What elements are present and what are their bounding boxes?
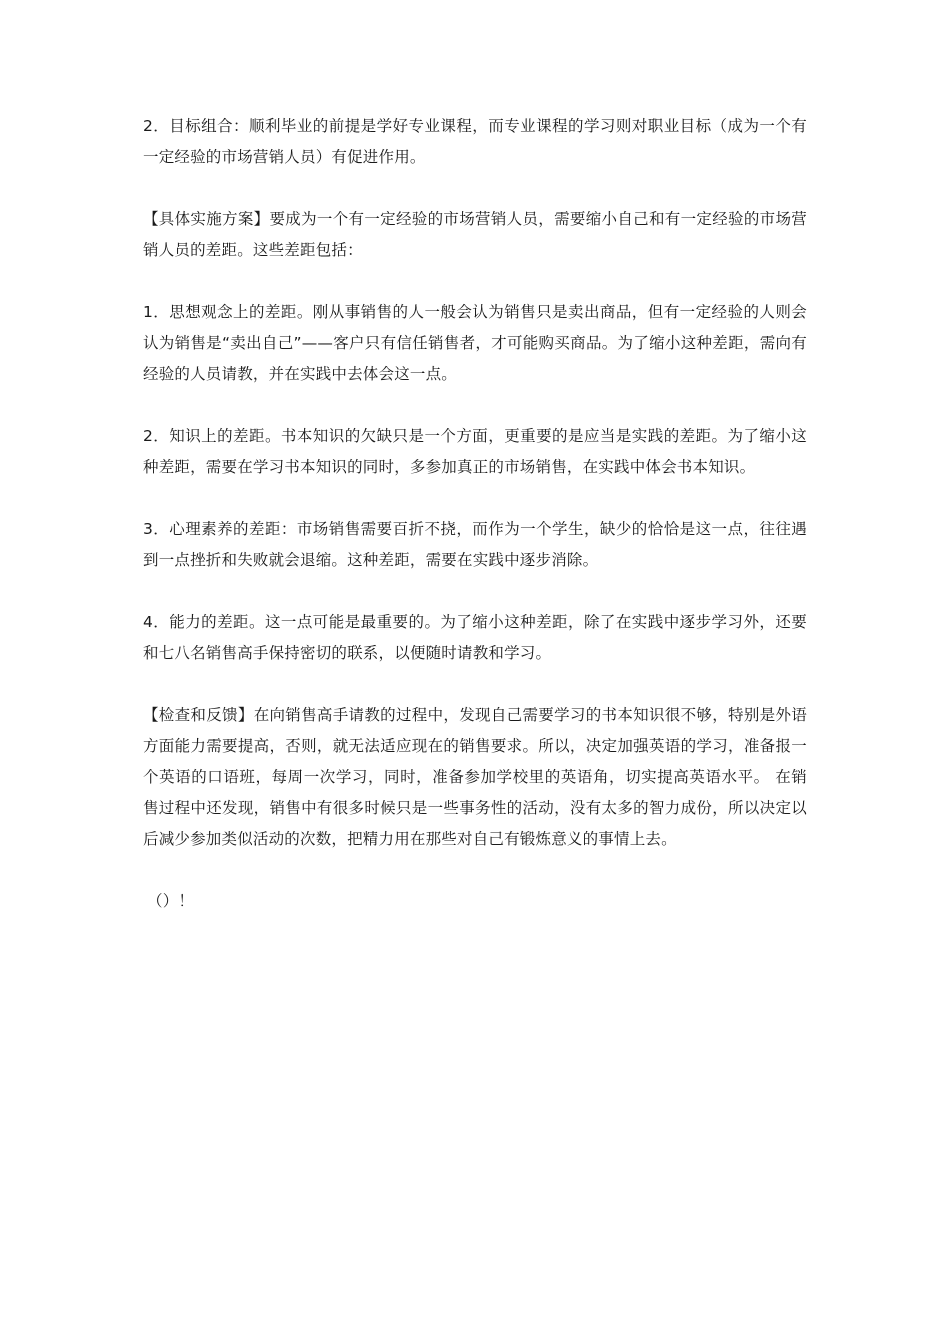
- paragraph-check-feedback: [143, 700, 807, 855]
- paragraph-text: 在向销售高手请教的过程中，发现自己需要学习的书本知识很不够，特别是外语方面能力需要提高，否则，就无法适应现在的销售要求。所以，决定加强英语的学习，准备报一个英语的口语班，每周一次学习，同时，准备参加学校里的英语角，切实提高英语水平。 在销售过程中还发现，销售中有很多时候只是一些事务性的活动，没有太多的智力成份，所以决定以后减少参加类似活动的次数，把精力用在那些对自己有锻炼意义的事情上去。: [143, 706, 807, 848]
- paragraph-text: 3．心理素养的差距：市场销售需要百折不挠，而作为一个学生，缺少的恰恰是这一点，往往遇到一点挫折和失败就会退缩。这种差距，需要在实践中逐步消除。: [143, 520, 807, 569]
- paragraph-gap-1: [143, 297, 807, 390]
- paragraph-implementation-plan: [143, 204, 807, 266]
- paragraph-gap-4: [143, 607, 807, 669]
- paragraph-text: 2．知识上的差距。书本知识的欠缺只是一个方面，更重要的是应当是实践的差距。为了缩小这种差距，需要在学习书本知识的同时，多参加真正的市场销售，在实践中体会书本知识。: [143, 427, 807, 476]
- section-heading-implementation: 【具体实施方案】: [143, 210, 270, 228]
- paragraph-text: 要成为一个有一定经验的市场营销人员，需要缩小自己和有一定经验的市场营销人员的差距。这些差距包括：: [143, 210, 807, 259]
- document-tail-mark: （）！: [147, 892, 195, 910]
- paragraph-gap-2: [143, 421, 807, 483]
- paragraph-gap-3: [143, 514, 807, 576]
- document-body: [143, 111, 807, 917]
- paragraph-text: 4．能力的差距。这一点可能是最重要的。为了缩小这种差距，除了在实践中逐步学习外，还要和七八名销售高手保持密切的联系，以便随时请教和学习。: [143, 613, 807, 662]
- paragraph-goal-combination: [143, 111, 807, 173]
- section-heading-feedback: 【检查和反馈】: [143, 706, 254, 724]
- paragraph-text: 2．目标组合：顺利毕业的前提是学好专业课程，而专业课程的学习则对职业目标（成为一个有一定经验的市场营销人员）有促进作用。: [143, 117, 807, 166]
- paragraph-text: 1．思想观念上的差距。刚从事销售的人一般会认为销售只是卖出商品，但有一定经验的人则会认为销售是“卖出自己”——客户只有信任销售者，才可能购买商品。为了缩小这种差距，需向有经验的人员请教，并在实践中去体会这一点。: [143, 303, 807, 383]
